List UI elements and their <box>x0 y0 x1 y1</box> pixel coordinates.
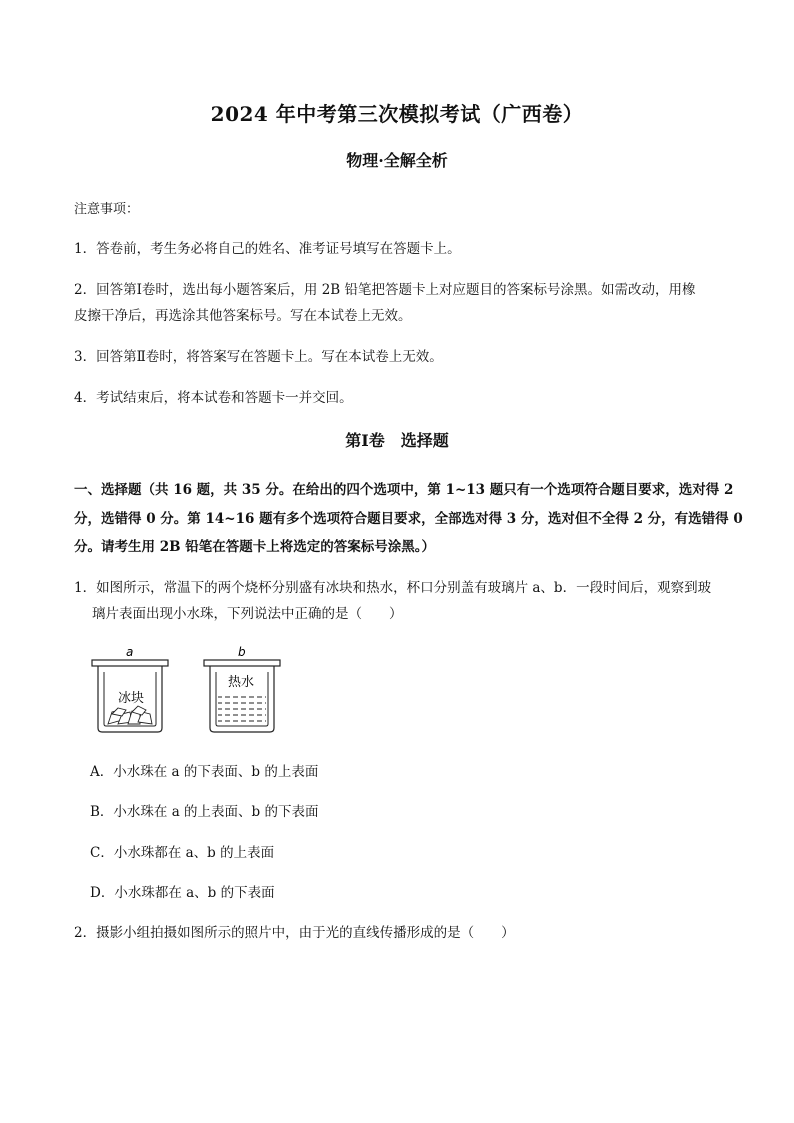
note-item-2: 2．回答第Ⅰ卷时，选出每小题答案后，用 2B 铅笔把答题卡上对应题目的答案标号涂黑。如需改动，用橡 <box>74 282 696 298</box>
glass-plate-a <box>92 660 168 666</box>
q1-option-c: C．小水珠都在 a、b 的上表面 <box>90 845 275 861</box>
section-title: 第Ⅰ卷 选择题 <box>345 431 449 450</box>
beaker-figure <box>88 640 288 740</box>
q1-option-b: B．小水珠在 a 的上表面、b 的下表面 <box>90 804 319 820</box>
page-subtitle: 物理·全解全析 <box>346 151 448 170</box>
q1-text-line-1: 1．如图所示，常温下的两个烧杯分别盛有冰块和热水，杯口分别盖有玻璃片 a、b．一段时间后，观察到玻 <box>74 580 712 596</box>
q1-option-d: D．小水珠都在 a、b 的下表面 <box>90 885 275 901</box>
beaker-a <box>92 645 168 732</box>
note-item-3: 3．回答第Ⅱ卷时，将答案写在答题卡上。写在本试卷上无效。 <box>74 349 443 365</box>
instructions-line-1: 一、选择题（共 16 题，共 35 分。在给出的四个选项中，第 1~13 题只有一个选项符合题目要求，选对得 2 <box>74 482 734 498</box>
ice-cubes <box>108 706 152 724</box>
beaker-b <box>204 645 280 732</box>
note-item-4: 4．考试结束后，将本试卷和答题卡一并交回。 <box>74 390 353 406</box>
glass-plate-b <box>204 660 280 666</box>
page-title: 2024 年中考第三次模拟考试（广西卷） <box>210 102 584 126</box>
hot-water <box>218 692 266 724</box>
glass-b-label: b <box>238 645 246 659</box>
q1-option-a: A．小水珠在 a 的下表面、b 的上表面 <box>90 764 319 780</box>
ice-label: 冰块 <box>118 691 145 706</box>
notes-heading: 注意事项： <box>74 202 140 217</box>
hot-water-label: 热水 <box>228 675 255 690</box>
note-item-1: 1．答卷前，考生务必将自己的姓名、准考证号填写在答题卡上。 <box>74 241 461 257</box>
instructions-line-2: 分，选错得 0 分。第 14~16 题有多个选项符合题目要求，全部选对得 3 分，选对但不全得 2 分，有选错得 0 <box>74 511 743 527</box>
instructions-line-3: 分。请考生用 2B 铅笔在答题卡上将选定的答案标号涂黑。） <box>74 539 435 555</box>
q1-text-line-2: 璃片表面出现小水珠，下列说法中正确的是（ ） <box>92 606 403 622</box>
q2-text: 2．摄影小组拍摄如图所示的照片中，由于光的直线传播形成的是（ ） <box>74 925 515 941</box>
note-item-2-cont: 皮擦干净后，再选涂其他答案标号。写在本试卷上无效。 <box>74 308 412 324</box>
glass-a-label: a <box>126 645 134 659</box>
